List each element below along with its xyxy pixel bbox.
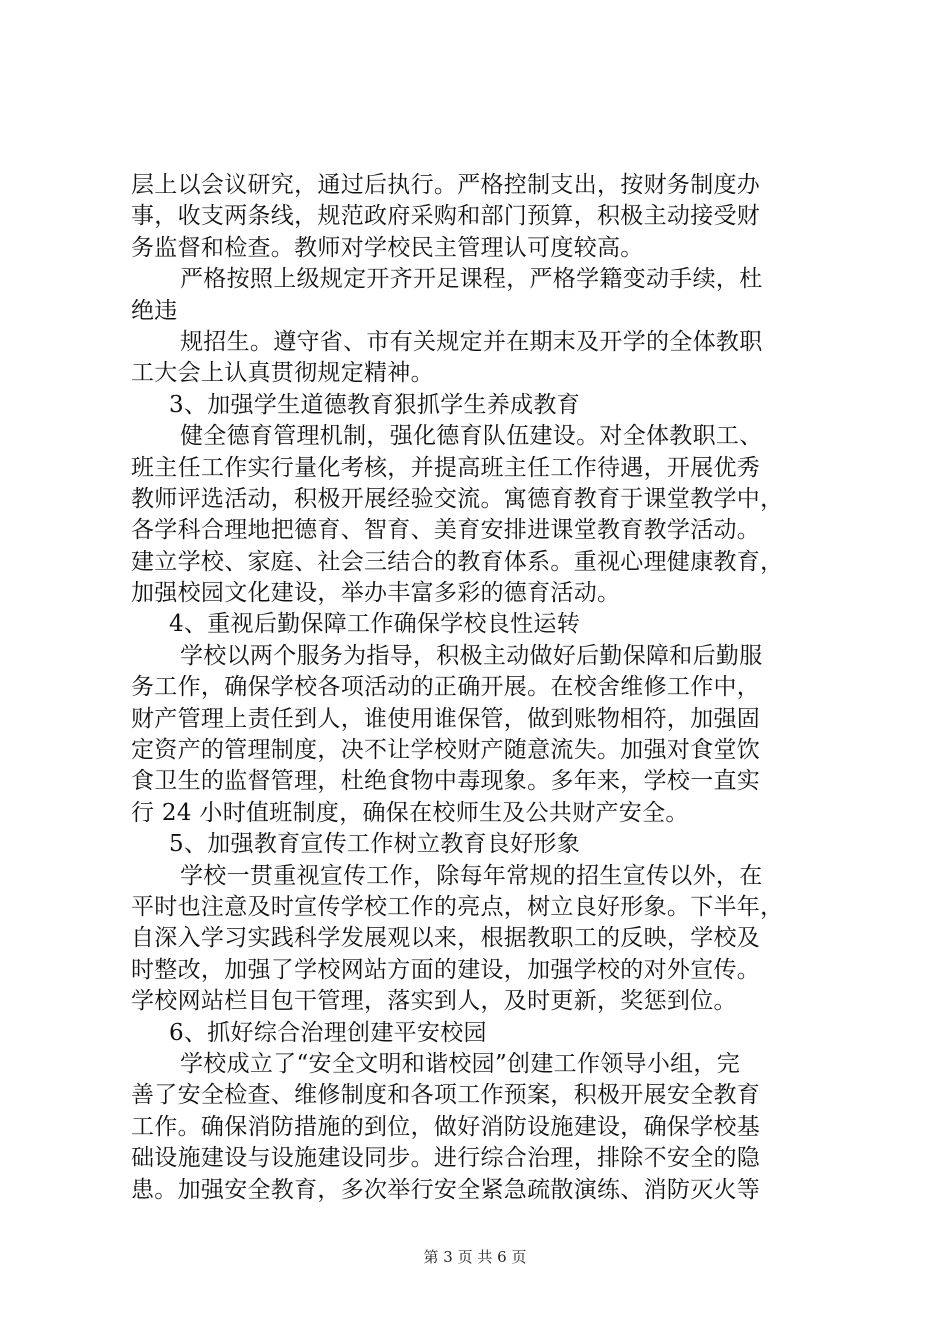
- text-line: 严格按照上级规定开齐开足课程，严格学籍变动手续，杜: [180, 266, 763, 293]
- text-line: 自深入学习实践科学发展观以来，根据教职工的反映，学校及: [131, 925, 761, 952]
- text-line: 时整改，加强了学校网站方面的建设，加强学校的对外宣传。: [131, 956, 761, 983]
- text-line: 工大会上认真贯彻规定精神。: [131, 360, 434, 387]
- text-line: 务工作，确保学校各项活动的正确开展。在校舍维修工作中，: [131, 674, 761, 701]
- section-heading: 6、抓好综合治理创建平安校园: [169, 1019, 487, 1046]
- text-line: 学校成立了“安全文明和谐校园”创建工作领导小组，完: [180, 1050, 741, 1077]
- text-line: 加强校园文化建设，举办丰富多彩的德育活动。: [131, 580, 621, 607]
- text-line: 工作。确保消防措施的到位，做好消防设施建设，确保学校基: [131, 1113, 761, 1140]
- text-line: 事，收支两条线，规范政府采购和部门预算，积极主动接受财: [131, 203, 761, 230]
- page-footer: 第 3 页 共 6 页: [423, 1248, 527, 1266]
- text-line: 善了安全检查、维修制度和各项工作预案，积极开展安全教育: [131, 1082, 761, 1109]
- text-line: 学校网站栏目包干管理，落实到人，及时更新，奖惩到位。: [131, 988, 737, 1015]
- text-line: 学校一贯重视宣传工作，除每年常规的招生宣传以外，在: [180, 862, 763, 889]
- text-line: 财产管理上责任到人，谁使用谁保管，做到账物相符，加强固: [131, 705, 761, 732]
- text-line: 层上以会议研究，通过后执行。严格控制支出，按财务制度办: [131, 172, 761, 198]
- text-line: 绝违: [131, 297, 178, 324]
- text-line: 础设施建设与设施建设同步。进行综合治理，排除不安全的隐: [131, 1145, 761, 1172]
- section-heading: 4、重视后勤保障工作确保学校良性运转: [169, 611, 581, 638]
- text-line: 建立学校、家庭、社会三结合的教育体系。重视心理健康教育，: [131, 548, 784, 575]
- text-line: 行 24 小时值班制度，确保在校师生及公共财产安全。: [131, 799, 689, 826]
- text-line: 规招生。遵守省、市有关规定并在期末及开学的全体教职: [180, 328, 763, 355]
- text-line: 平时也注意及时宣传学校工作的亮点，树立良好形象。下半年，: [131, 893, 784, 920]
- text-line: 患。加强安全教育，多次举行安全紧急疏散演练、消防灭火等: [131, 1176, 761, 1203]
- text-line: 务监督和检查。教师对学校民主管理认可度较高。: [131, 234, 644, 261]
- text-line: 学校以两个服务为指导，积极主动做好后勤保障和后勤服: [180, 642, 763, 669]
- text-line: 各学科合理地把德育、智育、美育安排进课堂教育教学活动。: [131, 517, 761, 544]
- text-line: 定资产的管理制度，决不让学校财产随意流失。加强对食堂饮: [131, 737, 761, 764]
- section-heading: 5、加强教育宣传工作树立教育良好形象: [169, 831, 581, 858]
- document-body: [131, 170, 836, 1206]
- section-heading: 3、加强学生道德教育狠抓学生养成教育: [169, 391, 581, 418]
- text-line: 班主任工作实行量化考核，并提高班主任工作待遇，开展优秀: [131, 454, 761, 481]
- text-line: 健全德育管理机制，强化德育队伍建设。对全体教职工、: [180, 423, 763, 450]
- text-line: 食卫生的监督管理，杜绝食物中毒现象。多年来，学校一直实: [131, 768, 761, 795]
- text-line: 教师评选活动，积极开展经验交流。寓德育教育于课堂教学中，: [131, 485, 784, 512]
